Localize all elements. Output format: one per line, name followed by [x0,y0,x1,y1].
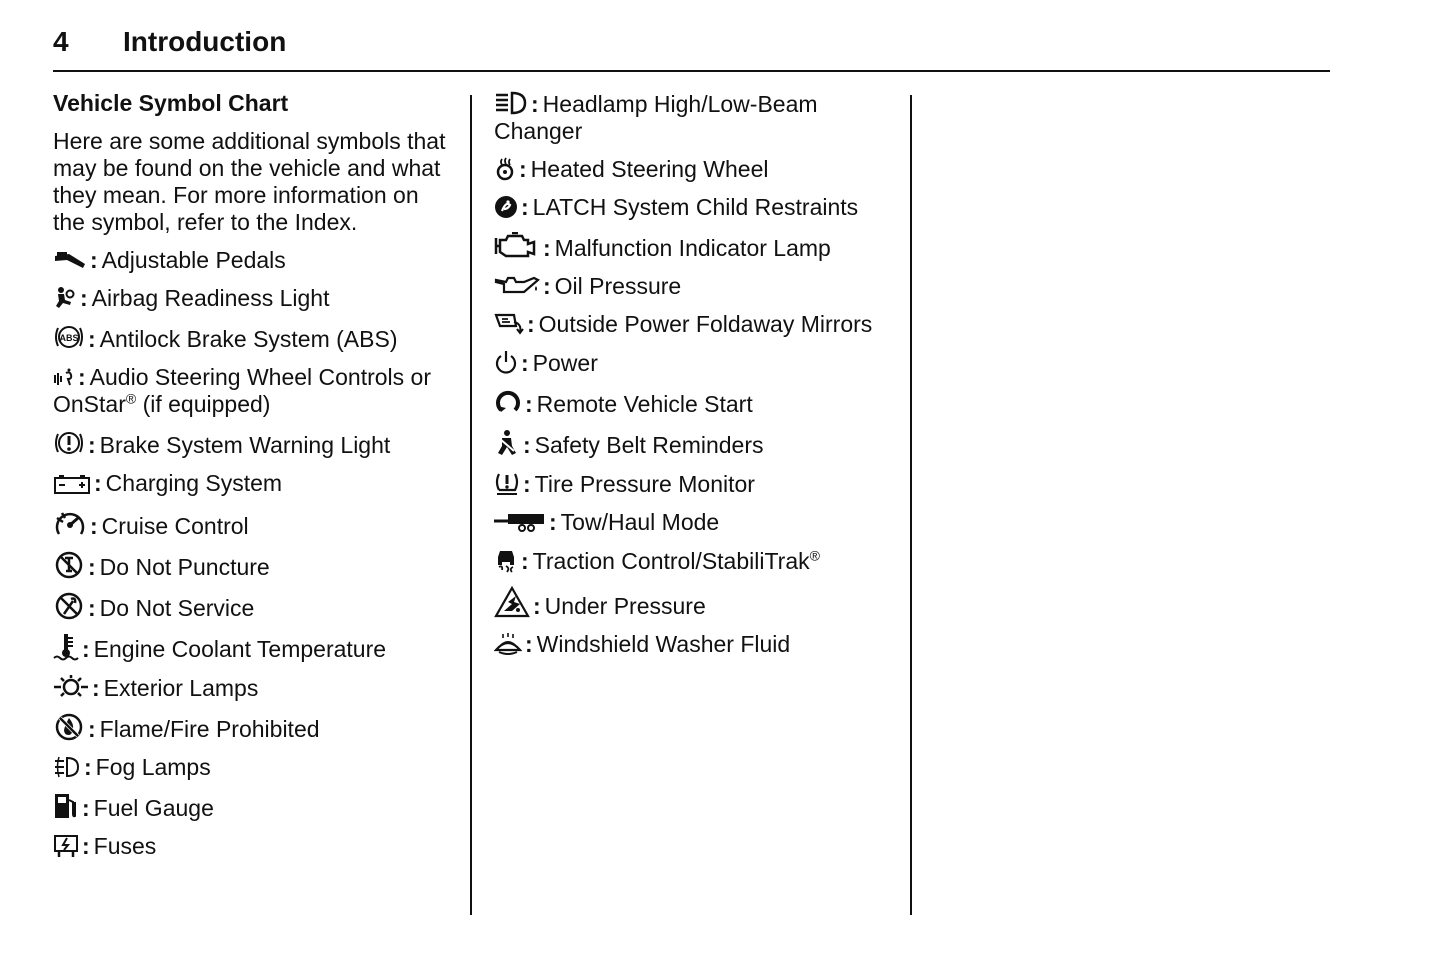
symbol-entry: : Remote Vehicle Start [494,388,899,418]
brake-warning-icon [53,429,85,457]
no-flame-icon [53,713,85,741]
remote-start-icon [494,388,522,416]
column-divider [910,95,912,915]
symbol-label: Power [532,350,598,376]
symbol-label: Tire Pressure Monitor [534,471,755,497]
symbol-label: Fog Lamps [95,754,211,780]
mirror-fold-icon [494,312,524,336]
symbol-entry: : Brake System Warning Light [53,429,453,459]
symbol-entry: : Under Pressure [494,586,899,620]
symbol-label: LATCH System Child Restraints [532,194,859,220]
exterior-lamps-icon [53,674,89,700]
symbol-label: Headlamp High/Low-Beam Changer [494,91,818,144]
symbol-entry: : Headlamp High/Low-Beam Changer [494,91,818,144]
battery-icon [53,473,91,495]
airbag-icon [53,286,77,310]
tire-pressure-icon [494,470,520,496]
symbol-label-suffix: (if equipped) [136,391,271,417]
fuses-icon [53,834,79,858]
column-middle [494,90,899,669]
symbol-entry: : Safety Belt Reminders [494,429,899,459]
symbol-entry: : Power [494,349,899,377]
seat-belt-icon [494,429,520,457]
symbol-entry: : Exterior Lamps [53,674,453,702]
symbol-entry: : Audio Steering Wheel Controls or OnStar® (if equipped) [53,364,432,417]
symbol-label: Engine Coolant Temperature [93,636,387,662]
symbol-entry: : Cruise Control [53,508,453,540]
symbol-entry: : Oil Pressure [494,273,899,300]
section-title: Vehicle Symbol Chart [53,90,289,116]
symbol-entry: : Do Not Puncture [53,551,453,581]
symbol-label: Malfunction Indicator Lamp [554,235,831,261]
under-pressure-icon [494,586,530,618]
cruise-control-icon [53,508,87,538]
oil-pressure-icon [494,274,540,298]
washer-fluid-icon [494,632,522,656]
symbol-entry: : Heated Steering Wheel [494,156,899,183]
symbol-label: Brake System Warning Light [99,432,391,458]
page-title: Introduction [123,26,287,57]
power-icon [494,349,518,375]
symbol-entry: : Flame/Fire Prohibited [53,713,453,743]
column-divider [470,95,472,915]
symbol-entry: : Malfunction Indicator Lamp [494,232,899,262]
high-beam-icon [494,90,528,116]
symbol-entry: : Tire Pressure Monitor [494,470,899,498]
tow-haul-icon [494,512,546,534]
symbol-label: Remote Vehicle Start [536,391,753,417]
do-not-puncture-icon [53,551,85,579]
symbol-entry: : Adjustable Pedals [53,247,453,274]
column-left [53,90,453,871]
heated-steering-icon [494,157,516,181]
symbol-label: Airbag Readiness Light [91,285,330,311]
symbol-entry: : Fuses [53,833,453,860]
symbol-entry: : Tow/Haul Mode [494,509,899,536]
symbol-label: Traction Control/StabiliTrak [532,548,810,574]
symbol-label: Outside Power Foldaway Mirrors [538,311,873,337]
symbol-label: Charging System [105,470,283,496]
symbol-entry: : Charging System [53,470,453,497]
symbol-entry: : Do Not Service [53,592,453,622]
do-not-service-icon [53,592,85,620]
latch-icon [494,195,518,219]
symbol-label: Antilock Brake System (ABS) [99,326,398,352]
symbol-entry: : LATCH System Child Restraints [494,194,899,221]
symbol-label: Oil Pressure [554,273,682,299]
coolant-temp-icon [53,633,79,661]
fog-lamps-icon [53,755,81,779]
symbol-label: Safety Belt Reminders [534,432,764,458]
registered-mark: ® [125,390,137,407]
symbol-label: Windshield Washer Fluid [536,631,791,657]
symbol-entry: : Airbag Readiness Light [53,285,453,312]
symbol-label: Do Not Service [99,595,255,621]
traction-control-icon [494,547,518,573]
symbol-entry: : Outside Power Foldaway Mirrors [494,311,899,338]
symbol-label: Do Not Puncture [99,554,270,580]
symbol-entry: : Fuel Gauge [53,792,453,822]
symbol-entry: : Fog Lamps [53,754,453,781]
symbol-label: Cruise Control [101,513,249,539]
symbol-entry: : Windshield Washer Fluid [494,631,899,658]
registered-mark: ® [809,547,820,564]
symbol-label: Audio Steering Wheel Controls or OnStar [53,364,432,417]
page-header [53,24,1330,72]
intro-paragraph: Here are some additional symbols that may be found on the vehicle and what they mean. For more information on the symbol, refer to the Index. [53,128,446,235]
symbol-entry: : Traction Control/StabiliTrak® [494,547,899,575]
symbol-entry: ABS : Antilock Brake System (ABS) [53,323,453,353]
page-number: 4 [53,26,69,57]
audio-steering-icon [53,367,75,389]
fuel-gauge-icon [53,792,79,820]
symbol-label: Adjustable Pedals [101,247,286,273]
symbol-entry: : Engine Coolant Temperature [53,633,453,663]
symbol-label: Fuses [93,833,157,859]
abs-icon [53,323,85,351]
symbol-label: Flame/Fire Prohibited [99,716,320,742]
symbol-label: Heated Steering Wheel [530,156,769,182]
engine-icon [494,232,540,260]
symbol-label: Fuel Gauge [93,795,214,821]
symbol-label: Under Pressure [544,593,706,619]
symbol-label: Exterior Lamps [103,675,259,701]
svg-text:ABS: ABS [59,333,79,343]
symbol-label: Tow/Haul Mode [560,509,720,535]
adjustable-pedals-icon [53,250,87,272]
